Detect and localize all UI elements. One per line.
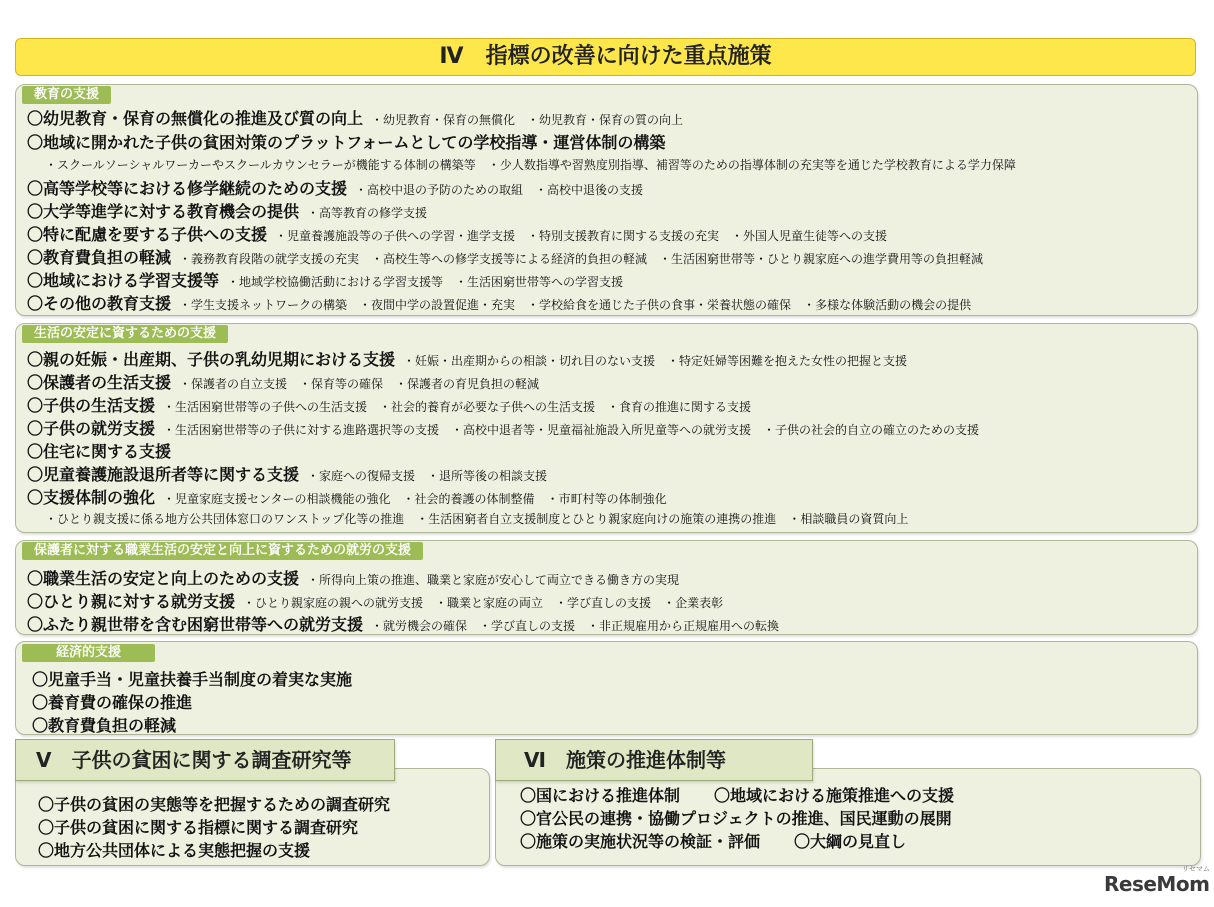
list-item: ・スクールソーシャルワーカーやスクールカウンセラーが機能する体制の構築等 ・少人数指導や習熟度別指導、補習等のための指導体制の充実等を通じた学校教育による学力保障 (45, 158, 1016, 172)
list-item: 〇教育費負担の軽減 (32, 716, 177, 735)
list-item: 〇幼児教育・保育の無償化の推進及び質の向上 ・幼児教育・保育の無償化 ・幼児教育・保育の質の向上 (27, 109, 684, 128)
list-item: 〇支援体制の強化 ・児童家庭支援センターの相談機能の強化 ・社会的養護の体制整備 ・市町村等の体制強化 (27, 488, 667, 507)
list-item: 〇特に配慮を要する子供への支援 ・児童養護施設等の子供への学習・進学支援 ・特別支援教育に関する支援の充実 ・外国人児童生徒等への支援 (27, 225, 888, 244)
research-title: Ⅴ 子供の貧困に関する調査研究等 (15, 739, 395, 781)
section-education-tag: 教育の支援 (22, 86, 111, 104)
list-item: 〇養育費の確保の推進 (32, 693, 193, 712)
list-item: 〇子供の貧困の実態等を把握するための調査研究 (38, 795, 391, 814)
list-item: 〇児童手当・児童扶養手当制度の着実な実施 (32, 670, 353, 689)
list-item: 〇子供の就労支援 ・生活困窮世帯等の子供に対する進路選択等の支援 ・高校中退者等・児童福祉施設入所児童等への就労支援 ・子供の社会的自立の確立のための支援 (27, 419, 980, 438)
section-employment-tag: 保護者に対する職業生活の安定と向上に資するための就労の支援 (22, 542, 423, 560)
section-economic-tag: 経済的支援 (22, 644, 155, 662)
list-item: 〇児童養護施設退所者等に関する支援 ・家庭への復帰支援 ・退所等後の相談支援 (27, 465, 548, 484)
list-item: 〇教育費負担の軽減 ・義務教育段階の就学支援の充実 ・高校生等への修学支援等による経済的負担の軽減 ・生活困窮世帯等・ひとり親家庭への進学費用等の負担軽減 (27, 248, 984, 267)
list-item: 〇ふたり親世帯を含む困窮世帯等への就労支援 ・就労機会の確保 ・学び直しの支援 ・非正規雇用から正規雇用への転換 (27, 615, 780, 634)
list-item: 〇地方公共団体による実態把握の支援 (38, 841, 311, 860)
page-title: Ⅳ 指標の改善に向けた重点施策 (15, 38, 1196, 76)
list-item: ・ひとり親支援に係る地方公共団体窓口のワンストップ化等の推進 ・生活困窮者自立支援制度とひとり親家庭向けの施策の連携の推進 ・相談職員の資質向上 (45, 512, 909, 526)
list-item: 〇地域に開かれた子供の貧困対策のプラットフォームとしての学校指導・運営体制の構築 (27, 133, 666, 152)
list-item: 〇官公民の連携・協働プロジェクトの推進、国民運動の展開 (520, 809, 952, 828)
resemom-logo: ReseMom (1104, 872, 1210, 896)
promotion-title: Ⅵ 施策の推進体制等 (495, 739, 813, 781)
list-item: 〇施策の実施状況等の検証・評価 〇大綱の見直し (520, 832, 907, 851)
list-item: 〇親の妊娠・出産期、子供の乳幼児期における支援 ・妊娠・出産期からの相談・切れ目のない支援 ・特定妊婦等困難を抱えた女性の把握と支援 (27, 350, 908, 369)
list-item: 〇国における推進体制 〇地域における施策推進への支援 (520, 786, 955, 805)
list-item: 〇住宅に関する支援 (27, 442, 172, 461)
list-item: 〇子供の生活支援 ・生活困窮世帯等の子供への生活支援 ・社会的養育が必要な子供への生活支援 ・食育の推進に関する支援 (27, 396, 752, 415)
list-item: 〇大学等進学に対する教育機会の提供 ・高等教育の修学支援 (27, 202, 428, 221)
list-item: 〇子供の貧困に関する指標に関する調査研究 (38, 818, 359, 837)
section-life-tag: 生活の安定に資するための支援 (22, 325, 228, 343)
list-item: 〇地域における学習支援等 ・地域学校協働活動における学習支援等 ・生活困窮世帯等への学習支援 (27, 271, 624, 290)
list-item: 〇保護者の生活支援 ・保護者の自立支援 ・保育等の確保 ・保護者の育児負担の軽減 (27, 373, 540, 392)
list-item: 〇ひとり親に対する就労支援 ・ひとり親家庭の親への就労支援 ・職業と家庭の両立 ・学び直しの支援 ・企業表彰 (27, 592, 724, 611)
list-item: 〇職業生活の安定と向上のための支援 ・所得向上策の推進、職業と家庭が安心して両立できる働き方の実現 (27, 569, 680, 588)
list-item: 〇高等学校等における修学継続のための支援 ・高校中退の予防のための取組 ・高校中退後の支援 (27, 179, 644, 198)
list-item: 〇その他の教育支援 ・学生支援ネットワークの構築 ・夜間中学の設置促進・充実 ・学校給食を通じた子供の食事・栄養状態の確保 ・多様な体験活動の機会の提供 (27, 294, 972, 313)
resemom-logo-kana: リセマム (1182, 865, 1210, 873)
